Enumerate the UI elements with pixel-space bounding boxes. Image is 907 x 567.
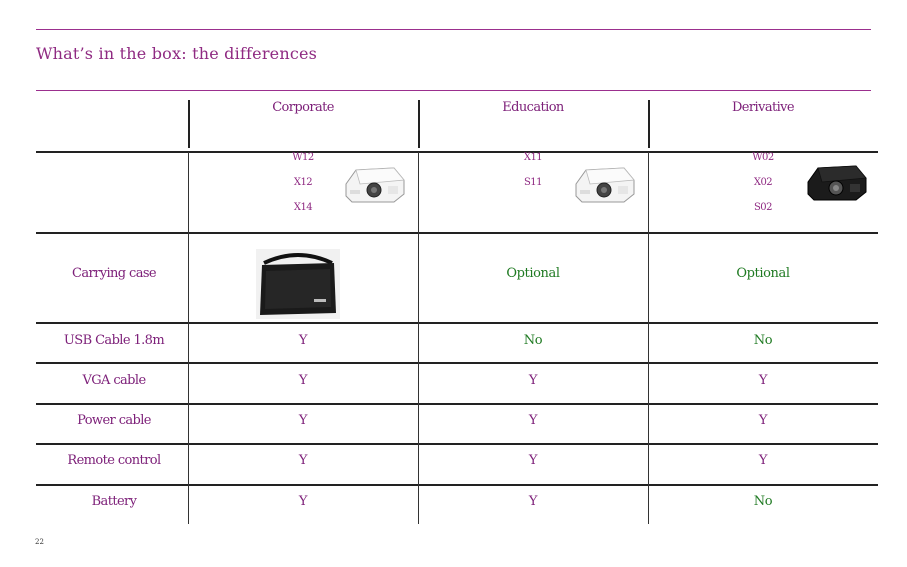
header-divider (188, 100, 190, 148)
model-education-x11: X11 (523, 152, 543, 163)
cell-remote-derivative: Y (758, 453, 768, 468)
table-rule (36, 443, 878, 445)
column-header-education: Education (502, 100, 564, 115)
table-rule (36, 484, 878, 486)
table-rule (36, 232, 878, 234)
table-rule (36, 403, 878, 405)
cell-carrying-case-derivative: Optional (736, 266, 790, 281)
white-projector-icon (572, 162, 638, 206)
model-education-s11: S11 (523, 177, 543, 188)
table-column-divider (418, 152, 419, 524)
top-rule (36, 29, 871, 30)
model-derivative-x02: X02 (753, 177, 773, 188)
model-corporate-w12: W12 (292, 152, 314, 163)
cell-usb-education: No (523, 333, 543, 348)
cell-battery-derivative: No (753, 494, 773, 509)
black-projector-icon (804, 160, 870, 204)
row-label-battery: Battery (91, 494, 137, 509)
table-column-divider (648, 152, 649, 524)
cell-power-derivative: Y (758, 413, 768, 428)
row-label-power-cable: Power cable (77, 413, 151, 428)
cell-vga-education: Y (528, 373, 538, 388)
row-label-remote-control: Remote control (67, 453, 161, 468)
cell-usb-corporate: Y (298, 333, 308, 348)
row-label-carrying-case: Carrying case (71, 266, 157, 281)
cell-battery-corporate: Y (298, 494, 308, 509)
page-title: What’s in the box: the differences (36, 44, 318, 63)
carrying-case-bag-icon (256, 249, 340, 319)
white-projector-icon (342, 162, 408, 206)
cell-battery-education: Y (528, 494, 538, 509)
title-rule (36, 90, 871, 91)
column-header-corporate: Corporate (272, 100, 334, 115)
cell-vga-corporate: Y (298, 373, 308, 388)
cell-vga-derivative: Y (758, 373, 768, 388)
cell-remote-corporate: Y (298, 453, 308, 468)
table-rule (36, 362, 878, 364)
model-corporate-x12: X12 (293, 177, 313, 188)
table-rule (36, 322, 878, 324)
row-label-vga-cable: VGA cable (82, 373, 146, 388)
model-derivative-s02: S02 (753, 202, 773, 213)
model-corporate-x14: X14 (293, 202, 313, 213)
cell-usb-derivative: No (753, 333, 773, 348)
cell-power-corporate: Y (298, 413, 308, 428)
header-divider (648, 100, 650, 148)
cell-carrying-case-education: Optional (506, 266, 560, 281)
cell-remote-education: Y (528, 453, 538, 468)
column-header-derivative: Derivative (731, 100, 794, 115)
header-divider (418, 100, 420, 148)
cell-power-education: Y (528, 413, 538, 428)
row-label-usb-cable: USB Cable 1.8m (63, 333, 165, 348)
table-column-divider (188, 152, 189, 524)
model-derivative-w02: W02 (752, 152, 774, 163)
page-number: 22 (35, 538, 44, 546)
